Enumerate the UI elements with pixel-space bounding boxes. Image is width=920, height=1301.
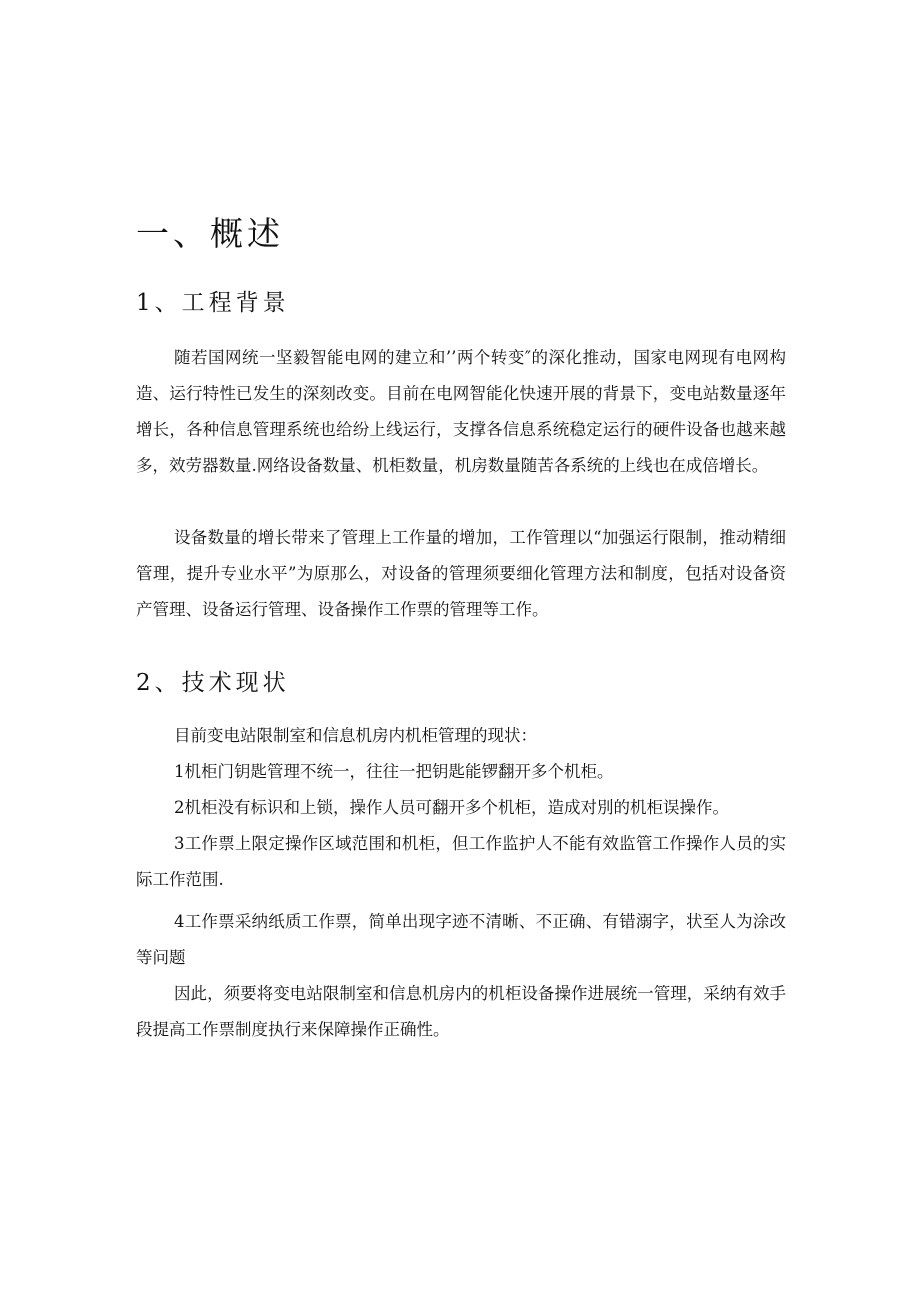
paragraph-background-1: 随若国网统一坚毅智能电网的建立和’’两个转变″的深化推动，国家电网现有电网构造、运行特性已发生的深刻改变。目前在电网智能化快速开展的背景下，变电站数量逐年增长，各种信息管理系统也给纷上线运行，支撑各信息系统稳定运行的硬件设备也越来越多，效劳器数量.网络设备数量、机柜数量，机房数量随苦各系统的上线也在成倍增长。 [136,348,786,475]
chapter-heading: 一、概述 [136,214,284,253]
status-intro: 目前变电站限制室和信息机房内机柜管理的现状： [174,726,537,745]
status-item-2: 2机柜没有标识和上锁，操作人员可翻开多个机柜，造成对別的机柜误操作。 [174,798,729,817]
section-heading-background: 1、工程背景 [136,290,290,316]
status-item-4: 4工作票采纳纸质工作票，简单出现字迹不清晰、不正确、有错溺字，状至人为涂改等问题 [136,912,786,967]
status-item-1: 1机柜门钥匙管理不统一，往往一把钥匙能锣翻开多个机柜。 [174,762,614,781]
paragraph-background-2: 设备数量的增长带来了管理上工作量的增加，工作管理以“加强运行限制，推动精细管理，提升专业水平”为原那么，对设备的管理须要细化管理方法和制度，包括对设备资产管理、设备运行管理、设备操作工作票的管理等工作。 [136,528,786,619]
section-heading-status: 2、技术现状 [136,670,290,696]
status-item-3: 3工作票上限定操作区域范围和机柜，但工作监护人不能有效监管工作操作人员的实际工作范围. [136,834,786,889]
status-conclusion: 因此，须要将变电站限制室和信息机房内的机柜设备操作进展统一管理，采纳有效手段提高工作票制度执行来保障操作正确性。 [136,984,786,1039]
